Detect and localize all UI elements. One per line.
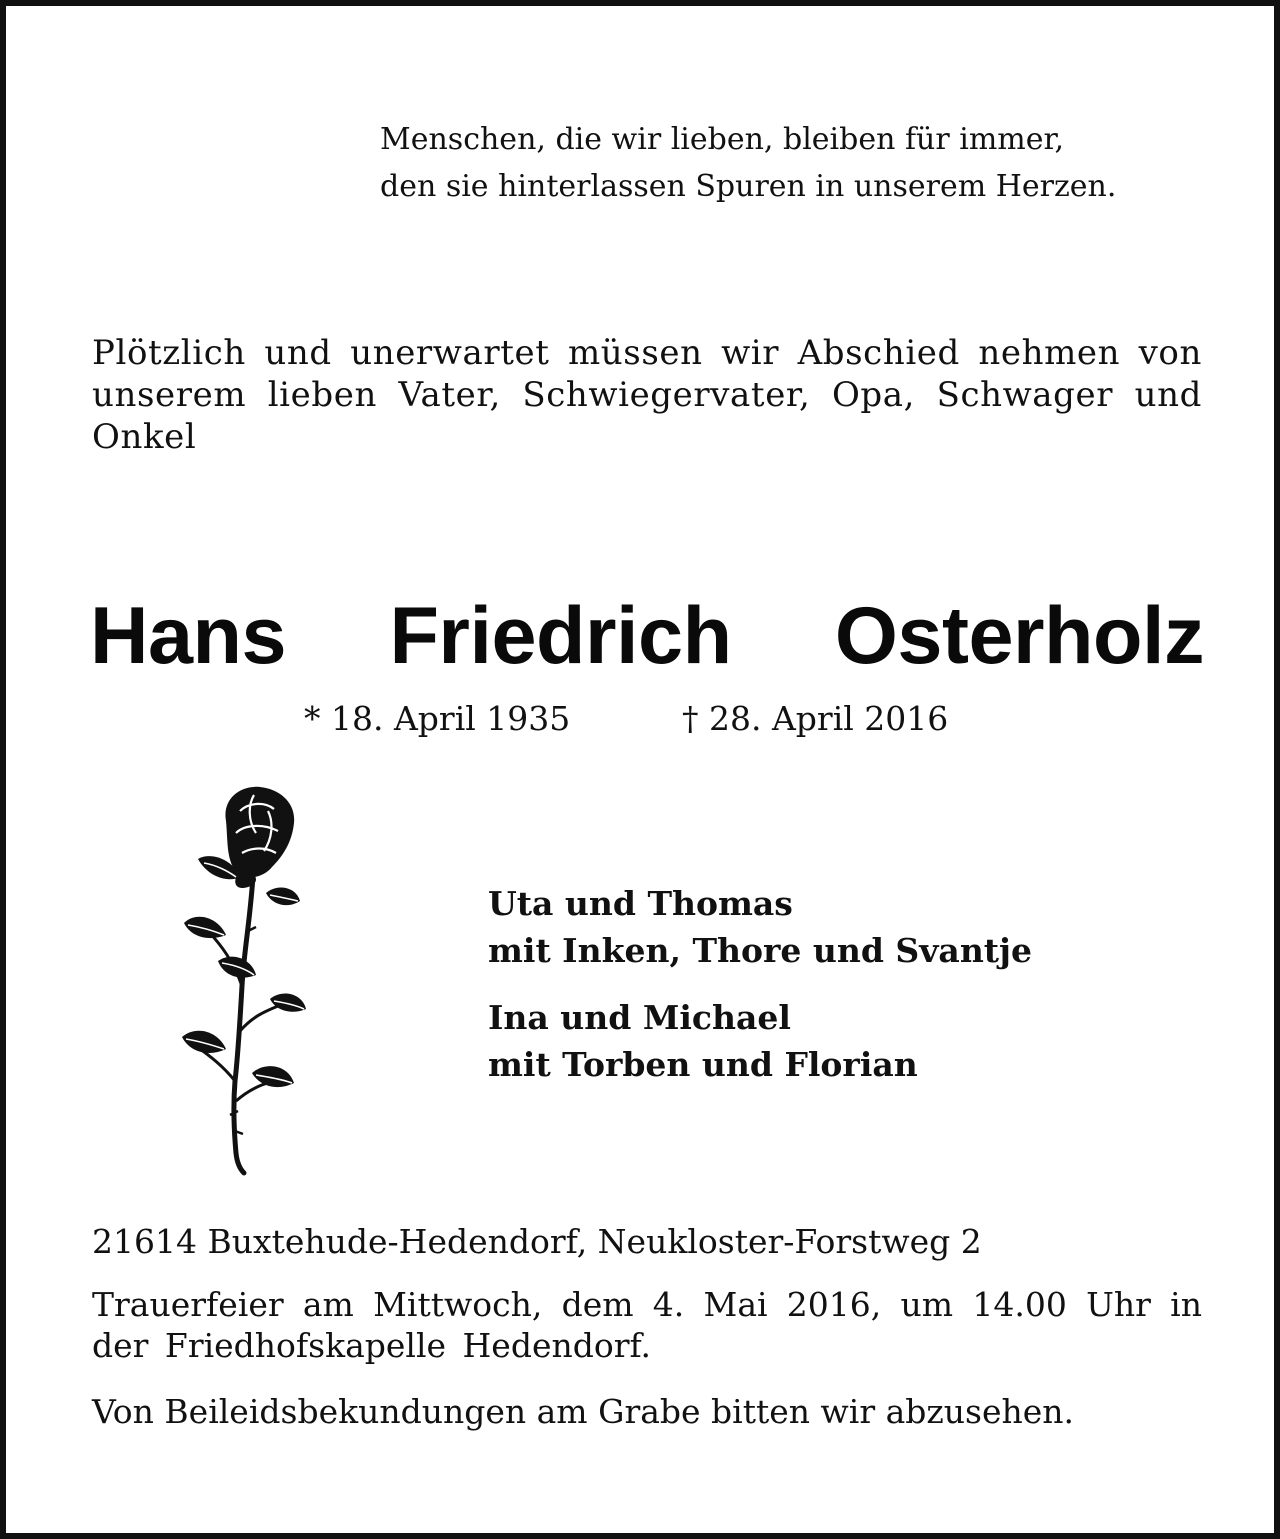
mourner-group-1-line-2: mit Inken, Thore und Svantje bbox=[488, 931, 1032, 970]
rose-icon bbox=[178, 781, 313, 1176]
mourner-group-2 bbox=[488, 994, 918, 1088]
motto-line-2: den sie hinterlassen Spuren in unserem Herzen. bbox=[380, 169, 1117, 204]
intro-text: Plötzlich und unerwartet müssen wir Abschied nehmen von unserem lieben Vater, Schwiegervater, Opa, Schwager und Onkel bbox=[92, 333, 1202, 457]
mourner-group-1 bbox=[488, 880, 1032, 974]
condolence-note: Von Beileidsbekundungen am Grabe bitten wir abzusehen. bbox=[92, 1392, 1075, 1431]
mourner-group-2-line-1: Ina und Michael bbox=[488, 998, 791, 1037]
funeral-service-info: Trauerfeier am Mittwoch, dem 4. Mai 2016, um 14.00 Uhr in der Friedhofskapelle Hedendorf. bbox=[92, 1285, 1202, 1365]
motto-quote bbox=[380, 116, 1116, 210]
deceased-name: Hans Friedrich Osterholz bbox=[90, 591, 1204, 681]
motto-line-1: Menschen, die wir lieben, bleiben für immer, bbox=[380, 122, 1065, 157]
death-date: † 28. April 2016 bbox=[682, 699, 949, 738]
mourner-group-1-line-1: Uta und Thomas bbox=[488, 884, 793, 923]
address: 21614 Buxtehude-Hedendorf, Neukloster-Forstweg 2 bbox=[92, 1222, 982, 1261]
mourner-group-2-line-2: mit Torben und Florian bbox=[488, 1045, 918, 1084]
birth-date: * 18. April 1935 bbox=[304, 699, 571, 738]
